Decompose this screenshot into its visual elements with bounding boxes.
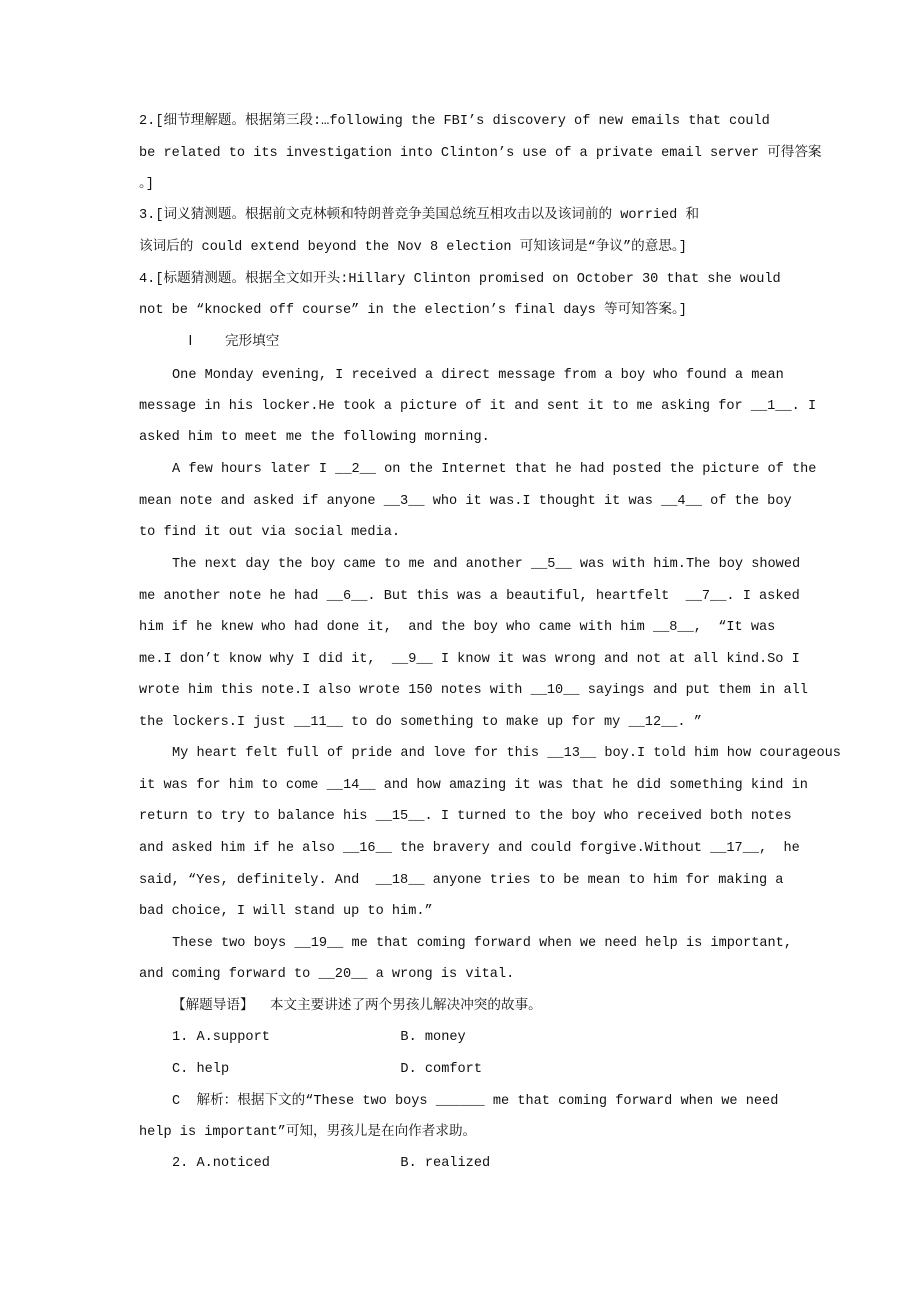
text-line — [139, 206, 699, 226]
text-segment: him if he knew who had done it, and the boy who came with him — [139, 620, 653, 635]
text-line — [139, 713, 702, 733]
text-segment: 2.[细节理解题。根据第三段:…following the FBI’s discovery of new emails that could — [139, 114, 770, 129]
text-segment: help is important”可知，男孩儿是在向作者求助。 — [139, 1125, 477, 1140]
text-line — [139, 428, 490, 448]
text-segment: C 解析：根据下文的“These two boys ______ me that coming forward when we need — [172, 1094, 779, 1109]
text-line — [139, 839, 800, 859]
text-segment: me that coming forward when we need help is important, — [343, 936, 792, 951]
text-segment: . I asked — [726, 589, 800, 604]
text-segment: it was for him to come — [139, 778, 327, 793]
text-segment: 3.[词义猜测题。根据前文克林顿和特朗普竞争美国总统互相攻击以及该词前的 worried 和 — [139, 208, 700, 223]
blank-number: __4__ — [661, 494, 702, 509]
blank-number: __8__ — [652, 620, 694, 635]
text-line — [139, 587, 800, 607]
blank-number: __1__ — [750, 399, 792, 414]
text-segment: the bravery and could forgive.Without — [391, 841, 711, 856]
text-line — [172, 333, 279, 353]
text-line — [172, 1028, 466, 1048]
text-line — [172, 460, 816, 480]
text-segment: and how amazing it was that he did something kind in — [375, 778, 808, 793]
text-line — [139, 238, 687, 258]
text-segment: These two boys — [172, 936, 295, 951]
text-segment: the lockers.I just — [139, 715, 294, 730]
text-line — [139, 807, 792, 827]
text-segment: I know it was wrong and not at all kind.So I — [432, 652, 800, 667]
text-segment: , he — [759, 841, 800, 856]
text-line — [139, 144, 822, 164]
text-segment: was with him.The boy showed — [571, 557, 801, 572]
text-line — [172, 1154, 490, 1174]
text-segment: who it was.I thought it was — [424, 494, 662, 509]
blank-number: __16__ — [342, 841, 392, 856]
text-segment: mean note and asked if anyone — [139, 494, 384, 509]
text-segment: 【解题导语】 本文主要讲述了两个男孩儿解决冲突的故事。 — [172, 999, 542, 1014]
text-segment: One Monday evening, I received a direct message from a boy who found a mean — [172, 368, 784, 383]
text-line — [139, 301, 687, 321]
text-segment: not be “knocked off course” in the election’s final days 等可知答案。] — [139, 303, 687, 318]
text-line — [139, 112, 770, 132]
text-segment: A few hours later I — [172, 462, 336, 477]
text-segment: C. help D. comfort — [172, 1062, 482, 1077]
blank-number: __9__ — [391, 652, 433, 667]
text-segment: . I turned to the boy who received both notes — [424, 809, 792, 824]
text-segment: and coming forward to — [139, 967, 319, 982]
text-segment: to find it out via social media. — [139, 525, 401, 540]
text-line — [172, 934, 792, 954]
text-line — [139, 681, 808, 701]
text-segment: . But this was a beautiful, heartfelt — [367, 589, 686, 604]
text-segment: 2. A.noticed B. realized — [172, 1156, 491, 1171]
blank-number: __15__ — [375, 809, 425, 824]
text-segment: to do something to make up for my — [342, 715, 629, 730]
text-segment: on the Internet that he had posted the picture of the — [375, 462, 817, 477]
text-segment: Ⅰ 完形填空 — [172, 335, 280, 350]
text-segment: . ” — [677, 715, 702, 730]
blank-number: __17__ — [710, 841, 760, 856]
text-line — [139, 523, 400, 543]
blank-number: __10__ — [530, 683, 580, 698]
text-line — [139, 1123, 476, 1143]
text-segment: 。] — [139, 177, 154, 192]
text-segment: bad choice, I will stand up to him.” — [139, 904, 433, 919]
text-line — [172, 997, 542, 1017]
text-segment: wrote him this note.I also wrote 150 notes with — [139, 683, 531, 698]
text-segment: The next day the boy came to me and another — [172, 557, 531, 572]
text-line — [172, 1092, 778, 1112]
text-line — [139, 175, 154, 195]
text-line — [139, 965, 514, 985]
blank-number: __2__ — [335, 462, 376, 477]
text-line — [139, 270, 781, 290]
blank-number: __13__ — [547, 746, 597, 761]
text-segment: 1. A.support B. money — [172, 1030, 466, 1045]
text-line — [172, 366, 784, 386]
text-line — [139, 902, 433, 922]
text-line — [172, 1060, 482, 1080]
text-line — [139, 776, 808, 796]
text-segment: me.I don’t know why I did it, — [139, 652, 392, 667]
text-segment: me another note he had — [139, 589, 327, 604]
text-segment: , “It was — [693, 620, 776, 635]
blank-number: __7__ — [685, 589, 727, 604]
blank-number: __6__ — [326, 589, 368, 604]
blank-number: __5__ — [530, 557, 572, 572]
blank-number: __20__ — [318, 967, 368, 982]
text-segment: . I — [791, 399, 817, 414]
text-segment: said, “Yes, definitely. And — [139, 873, 376, 888]
blank-number: __18__ — [375, 873, 425, 888]
text-line — [172, 555, 800, 575]
blank-number: __19__ — [294, 936, 344, 951]
text-line — [172, 744, 841, 764]
text-line — [139, 871, 783, 891]
text-segment: asked him to meet me the following morning. — [139, 430, 490, 445]
blank-number: __12__ — [628, 715, 678, 730]
text-segment: boy.I told him how courageous — [596, 746, 841, 761]
text-segment: message in his locker.He took a picture of it and sent it to me asking for — [139, 399, 751, 414]
text-segment: 4.[标题猜测题。根据全文如开头:Hillary Clinton promised on October 30 that she would — [139, 272, 781, 287]
text-line — [139, 650, 800, 670]
text-line — [139, 397, 816, 417]
text-line — [139, 618, 775, 638]
text-segment: of the boy — [701, 494, 792, 509]
text-segment: 该词后的 could extend beyond the Nov 8 election 可知该词是“争议”的意思。] — [139, 240, 687, 255]
blank-number: __14__ — [326, 778, 376, 793]
text-segment: a wrong is vital. — [367, 967, 515, 982]
text-segment: and asked him if he also — [139, 841, 343, 856]
text-segment: anyone tries to be mean to him for making a — [424, 873, 784, 888]
text-segment: My heart felt full of pride and love for this — [172, 746, 548, 761]
text-segment: sayings and put them in all — [579, 683, 808, 698]
text-segment: be related to its investigation into Clinton’s use of a private email server 可得答案 — [139, 146, 822, 161]
blank-number: __3__ — [383, 494, 425, 509]
text-segment: return to try to balance his — [139, 809, 376, 824]
text-line — [139, 492, 792, 512]
blank-number: __11__ — [294, 715, 343, 730]
